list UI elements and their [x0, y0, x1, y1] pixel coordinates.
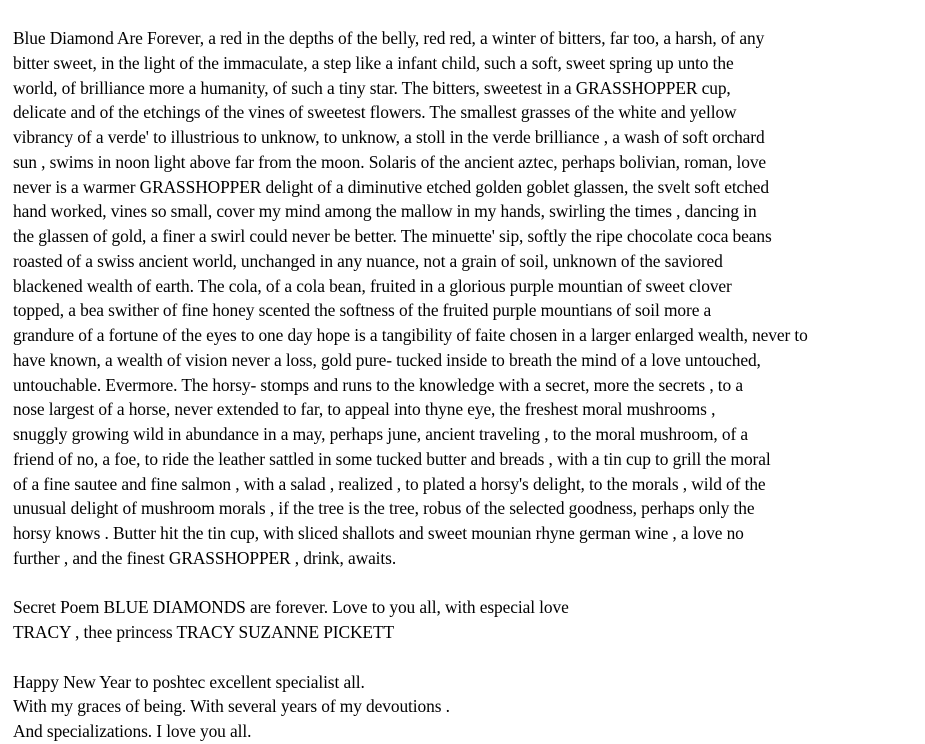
text-line: topped, a bea swither of fine honey scented the softness of the fruited purple mountians of soil more a	[13, 300, 712, 321]
text-line: friend of no, a foe, to ride the leather sattled in some tucked butter and breads , with a tin cup to grill the moral	[13, 448, 771, 469]
text-line: roasted of a swiss ancient world, unchanged in any nuance, not a grain of soil, unknown of the saviored	[13, 250, 723, 271]
text-line: world, of brilliance more a humanity, of such a tiny star. The bitters, sweetest in a GRASSHOPPER cup,	[13, 77, 731, 98]
document-body	[13, 26, 918, 744]
text-line: never is a warmer GRASSHOPPER delight of a diminutive etched golden goblet glassen, the svelt soft etched	[13, 176, 769, 197]
paragraph-greeting	[13, 670, 918, 744]
text-line: bitter sweet, in the light of the immaculate, a step like a infant child, such a soft, sweet spring up unto the	[13, 52, 734, 73]
text-line: hand worked, vines so small, cover my mind among the mallow in my hands, swirling the times , dancing in	[13, 201, 757, 222]
paragraph-poem	[13, 26, 918, 571]
text-line: snuggly growing wild in abundance in a may, perhaps june, ancient traveling , to the moral mushroom, of a	[13, 424, 749, 444]
paragraph-spacer	[13, 571, 918, 596]
paragraph-dedication	[13, 595, 918, 645]
text-line: TRACY , thee princess TRACY SUZANNE PICKETT	[13, 622, 395, 642]
text-line: horsy knows . Butter hit the tin cup, with sliced shallots and sweet mounian rhyne german wine , a love no	[13, 523, 744, 543]
text-line: unusual delight of mushroom morals , if the tree is the tree, robus of the selected goodness, perhaps only the	[13, 498, 755, 519]
text-line: further , and the finest GRASSHOPPER , drink, awaits.	[13, 547, 397, 568]
text-line: blackened wealth of earth. The cola, of a cola bean, fruited in a glorious purple mountian of sweet clover	[13, 275, 732, 296]
text-line: grandure of a fortune of the eyes to one day hope is a tangibility of faite chosen in a larger enlarged wealth, never to	[13, 325, 808, 345]
text-line: delicate and of the etchings of the vines of sweetest flowers. The smallest grasses of the white and yellow	[13, 102, 737, 123]
text-line: Secret Poem BLUE DIAMONDS are forever. Love to you all, with especial love	[13, 597, 569, 618]
text-line: With my graces of being. With several years of my devoutions .	[13, 696, 450, 717]
text-line: And specializations. I love you all.	[13, 721, 252, 741]
text-line: of a fine sautee and fine salmon , with a salad , realized , to plated a horsy's delight, to the morals , wild of the	[13, 473, 766, 494]
text-line: have known, a wealth of vision never a loss, gold pure- tucked inside to breath the mind of a love untouched,	[13, 349, 761, 370]
text-line: vibrancy of a verde' to illustrious to unknow, to unknow, a stoll in the verde brilliance , a wash of soft orchard	[13, 127, 765, 147]
paragraph-spacer	[13, 645, 918, 670]
text-line: Happy New Year to poshtec excellent specialist all.	[13, 671, 365, 692]
text-line: nose largest of a horse, never extended to far, to appeal into thyne eye, the freshest moral mushrooms ,	[13, 399, 716, 420]
text-line: untouchable. Evermore. The horsy- stomps and runs to the knowledge with a secret, more the secrets , to a	[13, 374, 744, 395]
text-line: Blue Diamond Are Forever, a red in the depths of the belly, red red, a winter of bitters, far too, a harsh, of any	[13, 28, 765, 48]
text-line: the glassen of gold, a finer a swirl could never be better. The minuette' sip, softly the ripe chocolate coca beans	[13, 226, 772, 246]
text-line: sun , swims in noon light above far from the moon. Solaris of the ancient aztec, perhaps bolivian, roman, love	[13, 151, 767, 172]
